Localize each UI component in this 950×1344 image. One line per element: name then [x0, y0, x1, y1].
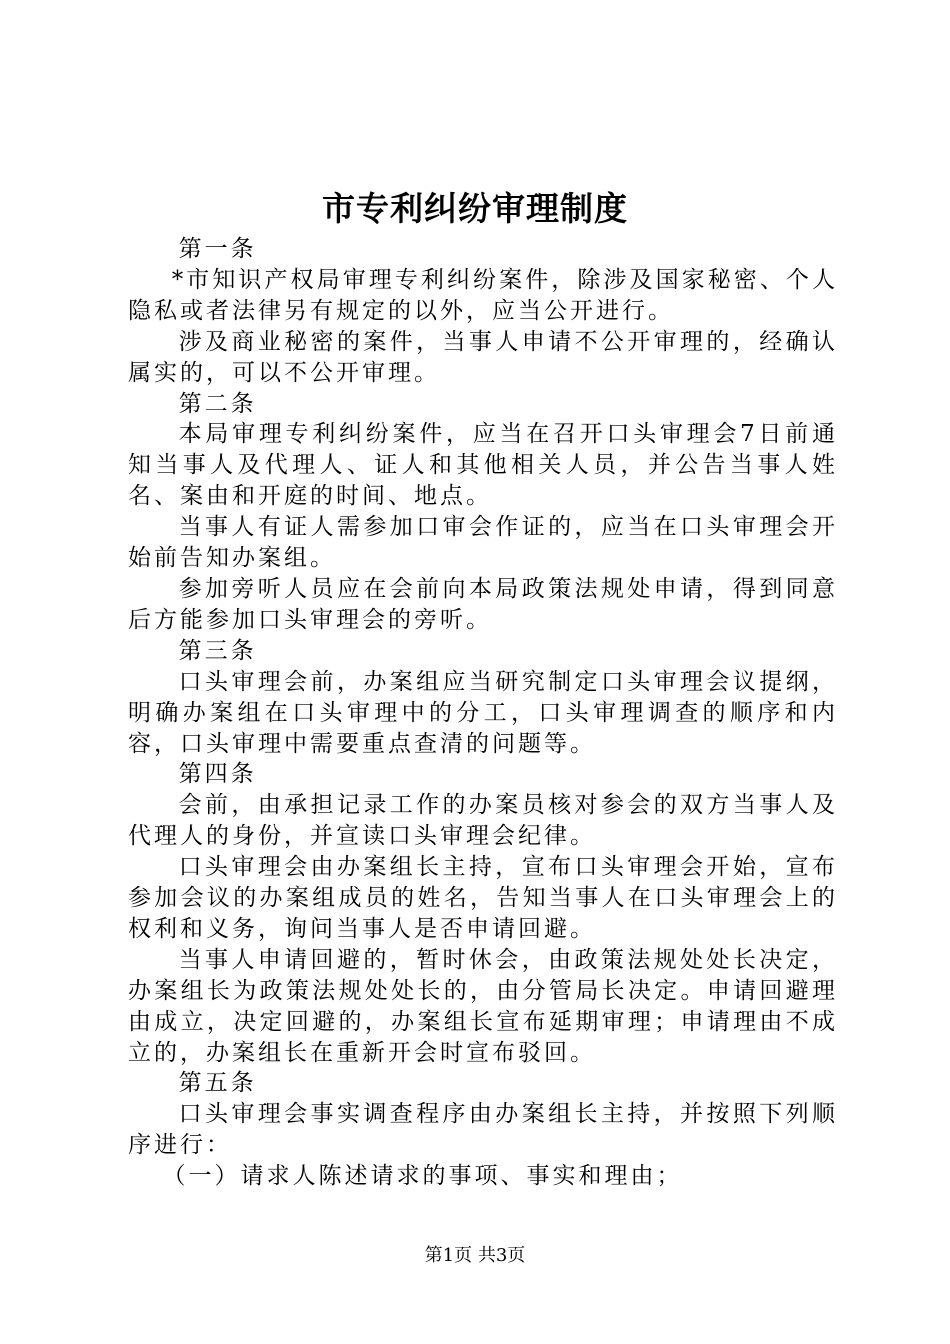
paragraph: 口头审理会由办案组长主持，宣布口头审理会开始，宣布参加会议的办案组成员的姓名，告知当事人在口头审理会上的权利和义务，询问当事人是否申请回避。 [128, 854, 838, 942]
paragraph: 涉及商业秘密的案件，当事人申请不公开审理的，经确认属实的，可以不公开审理。 [128, 328, 838, 386]
list-item: （一）请求人陈述请求的事项、事实和理由； [162, 1163, 683, 1190]
article-heading-2: 第二条 [178, 390, 257, 417]
paragraph: 口头审理会前，办案组应当研究制定口头审理会议提纲，明确办案组在口头审理中的分工，口头审理调查的顺序和内容，口头审理中需要重点查清的问题等。 [128, 668, 838, 757]
article-heading-1: 第一条 [178, 236, 257, 262]
article-heading-5: 第五条 [178, 1070, 257, 1097]
paragraph: *市知识产权局审理专利纠纷案件，除涉及国家秘密、个人隐私或者法律另有规定的以外，应当公开进行。 [128, 266, 838, 324]
paragraph: 本局审理专利纠纷案件，应当在召开口头审理会7日前通知当事人及代理人、证人和其他相关人员，并公告当事人姓名、案由和开庭的时间、地点。 [128, 421, 838, 510]
page-indicator: 第1页 共3页 [424, 1245, 526, 1266]
document-title: 市专利纠纷审理制度 [322, 189, 628, 228]
article-heading-3: 第三条 [178, 637, 257, 664]
paragraph: 当事人申请回避的，暂时休会，由政策法规处处长决定，办案组长为政策法规处处长的，由分管局长决定。申请回避理由成立，决定回避的，办案组长宣布延期审理；申请理由不成立的，办案组长在重新开会时宣布驳回。 [128, 946, 838, 1066]
document-body [128, 234, 838, 1192]
article-heading-4: 第四条 [178, 761, 257, 788]
paragraph: 参加旁听人员应在会前向本局政策法规处申请，得到同意后方能参加口头审理会的旁听。 [128, 575, 838, 633]
paragraph: 会前，由承担记录工作的办案员核对参会的双方当事人及代理人的身份，并宣读口头审理会纪律。 [128, 792, 838, 850]
paragraph: 当事人有证人需参加口审会作证的，应当在口头审理会开始前告知办案组。 [128, 514, 838, 572]
paragraph: 口头审理会事实调查程序由办案组长主持，并按照下列顺序进行： [128, 1101, 838, 1159]
